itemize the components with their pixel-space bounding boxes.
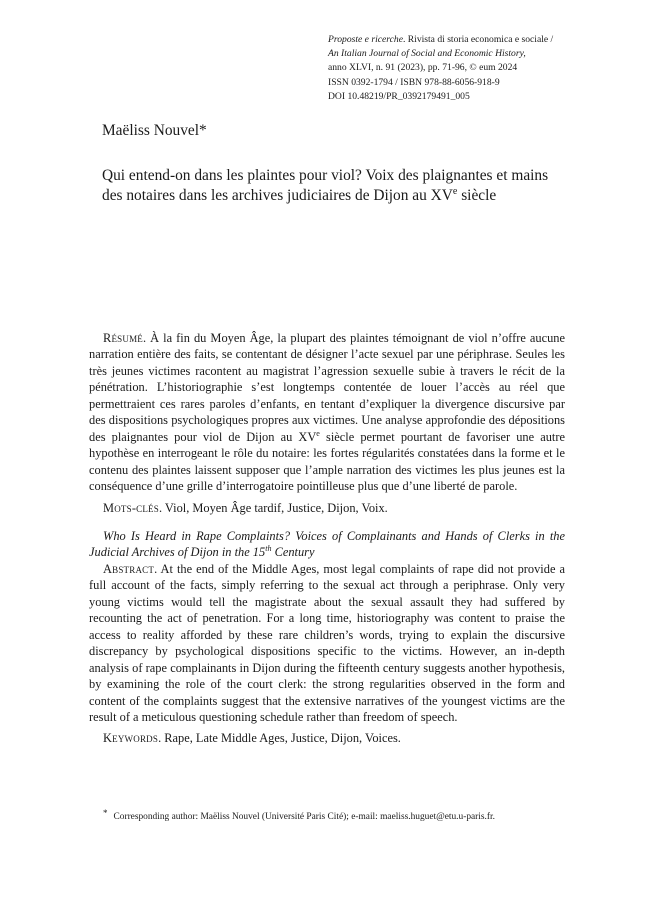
journal-header xyxy=(328,33,628,104)
title-line-1: Qui entend-on dans les plaintes pour viol? Voix des plaignantes et mains xyxy=(102,167,549,184)
abstract-paragraph: Abstract. At the end of the Middle Ages, most legal complaints of rape did not provide a full account of the facts, simply referring to the sexual act through a periphrase. Only very young victims would tell the magistrate about the sexual assault they had suffered by recounting the act of penetration. For a long time, historiography was content to praise the access to reality afforded by these rare children’s words, trying to explain the discursive discrepancy by psychological dispositions specific to the victims. However, an in-depth analysis of rape complainants in Dijon during the fifteenth century suggests another hypothesis, by examining the role of the court clerk: the strong regularities observed in the form and content of the complaints suggest that the extensive narratives of the youngest victims are the result of a meticulous questioning schedule rather than freedom of speech. xyxy=(89,561,565,724)
english-abstract-block xyxy=(89,528,565,747)
resume-paragraph: Résumé. À la fin du Moyen Âge, la plupart des plaintes témoignant de viol n’offre aucune narration entière des faits, se contentant de désigner l’acte sexuel par une périphrase. Seules les très jeunes victimes racontent au magistrat l’agression sexuelle subie à travers le récit de la pénétration. L’historiographie s’est longtemps contentée de louer l’accès au réel que permettraient ces rares paroles d’enfants, en tentant d’expliquer la divergence discursive par des dispositions psychologiques propres aux victimes. Une analyse approfondie des dépositions des plaignantes pour viol de Dijon au XVe siècle permet pourtant de favoriser une autre hypothèse en interrogeant le rôle du notaire: les fortes régularités constatées dans la forme et le contenu des plaintes laissent supposer que l’ample narration des victimes les plus jeunes est la conséquence d’une grille d’interrogatoire pointilleuse plus que d’une liberté de parole. xyxy=(89,331,565,494)
article-title xyxy=(102,166,572,205)
mots-cles-label: Mots-clés xyxy=(103,500,159,515)
header-line-2: An Italian Journal of Social and Economic History, xyxy=(328,48,526,60)
keywords-paragraph: Keywords. Rape, Late Middle Ages, Justice, Dijon, Voices. xyxy=(103,731,401,746)
french-abstract-block xyxy=(89,330,565,516)
footnote-mark: * xyxy=(103,808,108,818)
footnote xyxy=(103,809,573,824)
header-doi: DOI 10.48219/PR_0392179491_005 xyxy=(328,90,470,102)
keywords-label: Keywords xyxy=(103,731,159,746)
mots-cles-paragraph: Mots-clés. Viol, Moyen Âge tardif, Justice, Dijon, Voix. xyxy=(103,500,388,515)
header-line-1: Proposte e ricerche. Rivista di storia economica e sociale / xyxy=(328,34,554,45)
resume-label: Résumé xyxy=(103,331,143,345)
abstract-label: Abstract xyxy=(103,561,155,576)
english-title: Who Is Heard in Rape Complaints? Voices of Complainants and Hands of Clerks in the Judicial Archives of Dijon in the 15th Century xyxy=(89,529,565,560)
journal-name: Proposte e ricerche xyxy=(328,34,403,45)
footnote-text: Corresponding author: Maëliss Nouvel (Université Paris Cité); e-mail: maeliss.huguet@etu.u-paris.fr. xyxy=(113,812,495,822)
header-issn: ISSN 0392-1794 / ISBN 978-88-6056-918-9 xyxy=(328,76,500,88)
title-line-2: des notaires dans les archives judiciaires de Dijon au XVe siècle xyxy=(102,185,497,204)
author-name: Maëliss Nouvel* xyxy=(102,122,207,139)
header-line-3: anno XLVI, n. 91 (2023), pp. 71-96, © eum 2024 xyxy=(328,62,518,74)
